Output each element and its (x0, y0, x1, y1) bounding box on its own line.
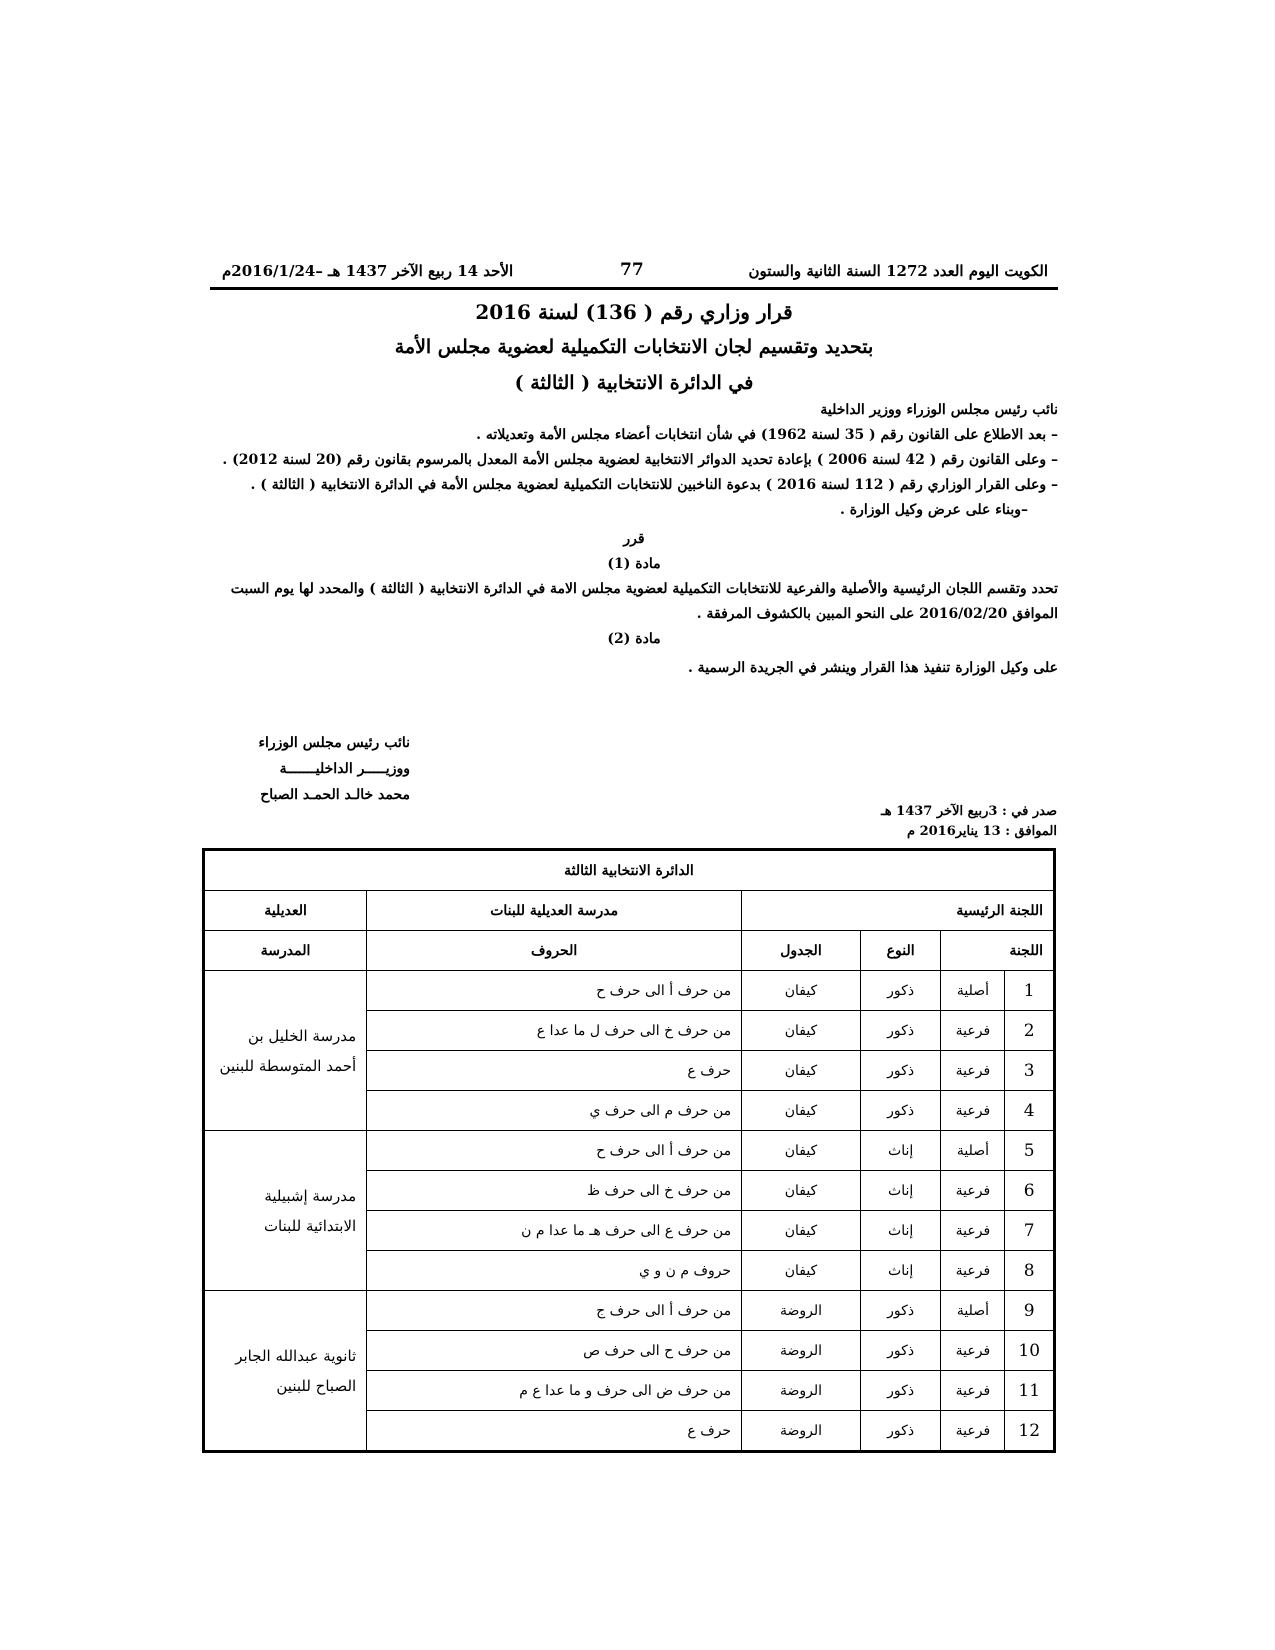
school-name: مدرسة الخليل بن أحمد المتوسطة للبنين (204, 971, 367, 1131)
committee-number: 11 (1005, 1371, 1055, 1411)
committee-register: كيفان (742, 971, 861, 1011)
committees-table (202, 848, 1056, 1453)
committee-letters: من حرف خ الى حرف ل ما عدا ع (367, 1011, 742, 1051)
committee-letters: من حرف ض الى حرف و ما عدا ع م (367, 1371, 742, 1411)
committee-number: 10 (1005, 1331, 1055, 1371)
gazette-header (210, 258, 1058, 286)
committee-register: الروضة (742, 1331, 861, 1371)
decision-title: قرار وزاري رقم ( 136) لسنة 2016 (475, 300, 793, 324)
committee-gender: ذكور (860, 1011, 941, 1051)
committee-register: الروضة (742, 1371, 861, 1411)
committee-type: فرعية (941, 1091, 1005, 1131)
signature-block (210, 730, 410, 808)
committee-number: 5 (1005, 1131, 1055, 1171)
committee-gender: إناث (860, 1211, 941, 1251)
committee-number: 7 (1005, 1211, 1055, 1251)
committee-letters: حرف ع (367, 1411, 742, 1452)
committee-gender: إناث (860, 1171, 941, 1211)
school-name: مدرسة إشبيلية الابتدائية للبنات (204, 1131, 367, 1291)
header-rule (210, 287, 1058, 290)
signature-name: محمد خالـد الحمـد الصباح (260, 787, 410, 803)
committee-letters: حروف م ن و ي (367, 1251, 742, 1291)
committee-letters: من حرف أ الى حرف ح (367, 1131, 742, 1171)
article-heading: مادة (1) (607, 556, 661, 572)
committee-register: الروضة (742, 1411, 861, 1452)
committee-type: فرعية (941, 1171, 1005, 1211)
preamble-item: –وبناء على عرض وكيل الوزارة . (839, 502, 1028, 518)
committee-letters: من حرف أ الى حرف ح (367, 971, 742, 1011)
committee-type: فرعية (941, 1011, 1005, 1051)
committee-number: 1 (1005, 971, 1055, 1011)
committee-letters: من حرف ح الى حرف ص (367, 1331, 742, 1371)
committee-gender: ذكور (860, 1331, 941, 1371)
committee-type: أصلية (941, 971, 1005, 1011)
committee-type: أصلية (941, 1291, 1005, 1331)
main-committee-row (204, 891, 1055, 931)
committee-number: 12 (1005, 1411, 1055, 1452)
district-title: الدائرة الانتخابية الثالثة (204, 850, 1055, 891)
table-row (204, 1291, 1055, 1331)
committee-type: أصلية (941, 1131, 1005, 1171)
committee-register: كيفان (742, 1131, 861, 1171)
signature-line: ووزيـــــر الداخليـــــــة (279, 761, 410, 777)
issuer-line: نائب رئيس مجلس الوزراء ووزير الداخلية (820, 402, 1058, 418)
committee-gender: إناث (860, 1251, 941, 1291)
committee-gender: إناث (860, 1131, 941, 1171)
article-heading: مادة (2) (607, 631, 661, 647)
committee-register: الروضة (742, 1291, 861, 1331)
preamble-item: – وعلى القرار الوزاري رقم ( 112 لسنة 2016 ) بدعوة الناخبين للانتخابات التكميلية لعضوية مجلس الأمة في الدائرة الانتخابية ( الثالثة ) . (250, 477, 1058, 493)
committee-gender: ذكور (860, 1411, 941, 1452)
issued-hijri: صدر في : 3ربيع الآخر 1437 هـ (880, 804, 1057, 819)
header-row (204, 931, 1055, 971)
committee-register: كيفان (742, 1051, 861, 1091)
committee-register: كيفان (742, 1171, 861, 1211)
article-text: على وكيل الوزارة تنفيذ هذا القرار وينشر في الجريدة الرسمية . (687, 660, 1058, 676)
article-text: تحدد وتقسم اللجان الرئيسية والأصلية والفرعية للانتخابات التكميلية لعضوية مجلس الامة في الدائرة الانتخابية ( الثالثة ) والمحدد لها يوم السبت الموافق 2016/02/20 على النحو المبين بالكشوف المرفقة . (230, 581, 1058, 622)
committee-type: فرعية (941, 1211, 1005, 1251)
table-title-row (204, 850, 1055, 891)
committee-number: 2 (1005, 1011, 1055, 1051)
committee-number: 4 (1005, 1091, 1055, 1131)
committee-number: 8 (1005, 1251, 1055, 1291)
committee-register: كيفان (742, 1251, 861, 1291)
committee-gender: ذكور (860, 971, 941, 1011)
committee-type: فرعية (941, 1251, 1005, 1291)
committee-type: فرعية (941, 1371, 1005, 1411)
committee-letters: من حرف ع الى حرف هـ ما عدا م ن (367, 1211, 742, 1251)
header-school: المدرسة (204, 931, 367, 971)
main-committee-label: اللجنة الرئيسية (742, 891, 1055, 931)
preamble-item: – بعد الاطلاع على القانون رقم ( 35 لسنة 1962) في شأن انتخابات أعضاء مجلس الأمة وتعديلاته . (476, 427, 1058, 443)
committee-letters: من حرف أ الى حرف ج (367, 1291, 742, 1331)
committee-gender: ذكور (860, 1051, 941, 1091)
signature-line: نائب رئيس مجلس الوزراء (258, 735, 410, 751)
committee-register: كيفان (742, 1091, 861, 1131)
committee-gender: ذكور (860, 1291, 941, 1331)
publication-info: الكويت اليوم العدد 1272 السنة الثانية والستون (748, 262, 1048, 280)
main-committee-area: العديلية (204, 891, 367, 931)
committee-register: كيفان (742, 1211, 861, 1251)
header-date: الأحد 14 ربيع الآخر 1437 هـ –2016/1/24م (222, 262, 514, 280)
main-committee-school: مدرسة العديلية للبنات (367, 891, 742, 931)
issued-gregorian: الموافق : 13 يناير2016 م (906, 824, 1057, 839)
committee-number: 6 (1005, 1171, 1055, 1211)
header-register: الجدول (742, 931, 861, 971)
decision-district: في الدائرة الانتخابية ( الثالثة ) (514, 372, 754, 394)
committee-type: فرعية (941, 1051, 1005, 1091)
preamble-item: – وعلى القانون رقم ( 42 لسنة 2006 ) بإعادة تحديد الدوائر الانتخابية لعضوية مجلس الأمة المعدل بالمرسوم بقانون رقم (20 لسنة 2012) . (222, 452, 1058, 468)
committee-letters: من حرف خ الى حرف ظ (367, 1171, 742, 1211)
decision-body (210, 398, 1058, 681)
committee-type: فرعية (941, 1411, 1005, 1452)
committee-gender: ذكور (860, 1091, 941, 1131)
committee-letters: من حرف م الى حرف ي (367, 1091, 742, 1131)
table-row (204, 1131, 1055, 1171)
committee-letters: حرف ع (367, 1051, 742, 1091)
page-number: 77 (620, 260, 644, 280)
issued-date-block (797, 802, 1057, 842)
header-committee: اللجنة (941, 931, 1055, 971)
decision-subtitle: بتحديد وتقسيم لجان الانتخابات التكميلية لعضوية مجلس الأمة (394, 336, 874, 358)
decided-heading: قرر (623, 531, 645, 547)
committee-number: 9 (1005, 1291, 1055, 1331)
committee-gender: ذكور (860, 1371, 941, 1411)
committee-type: فرعية (941, 1331, 1005, 1371)
committee-number: 3 (1005, 1051, 1055, 1091)
committee-register: كيفان (742, 1011, 861, 1051)
table-row (204, 971, 1055, 1011)
header-gender: النوع (860, 931, 941, 971)
header-letters: الحروف (367, 931, 742, 971)
school-name: ثانوية عبدالله الجابر الصباح للبنين (204, 1291, 367, 1452)
